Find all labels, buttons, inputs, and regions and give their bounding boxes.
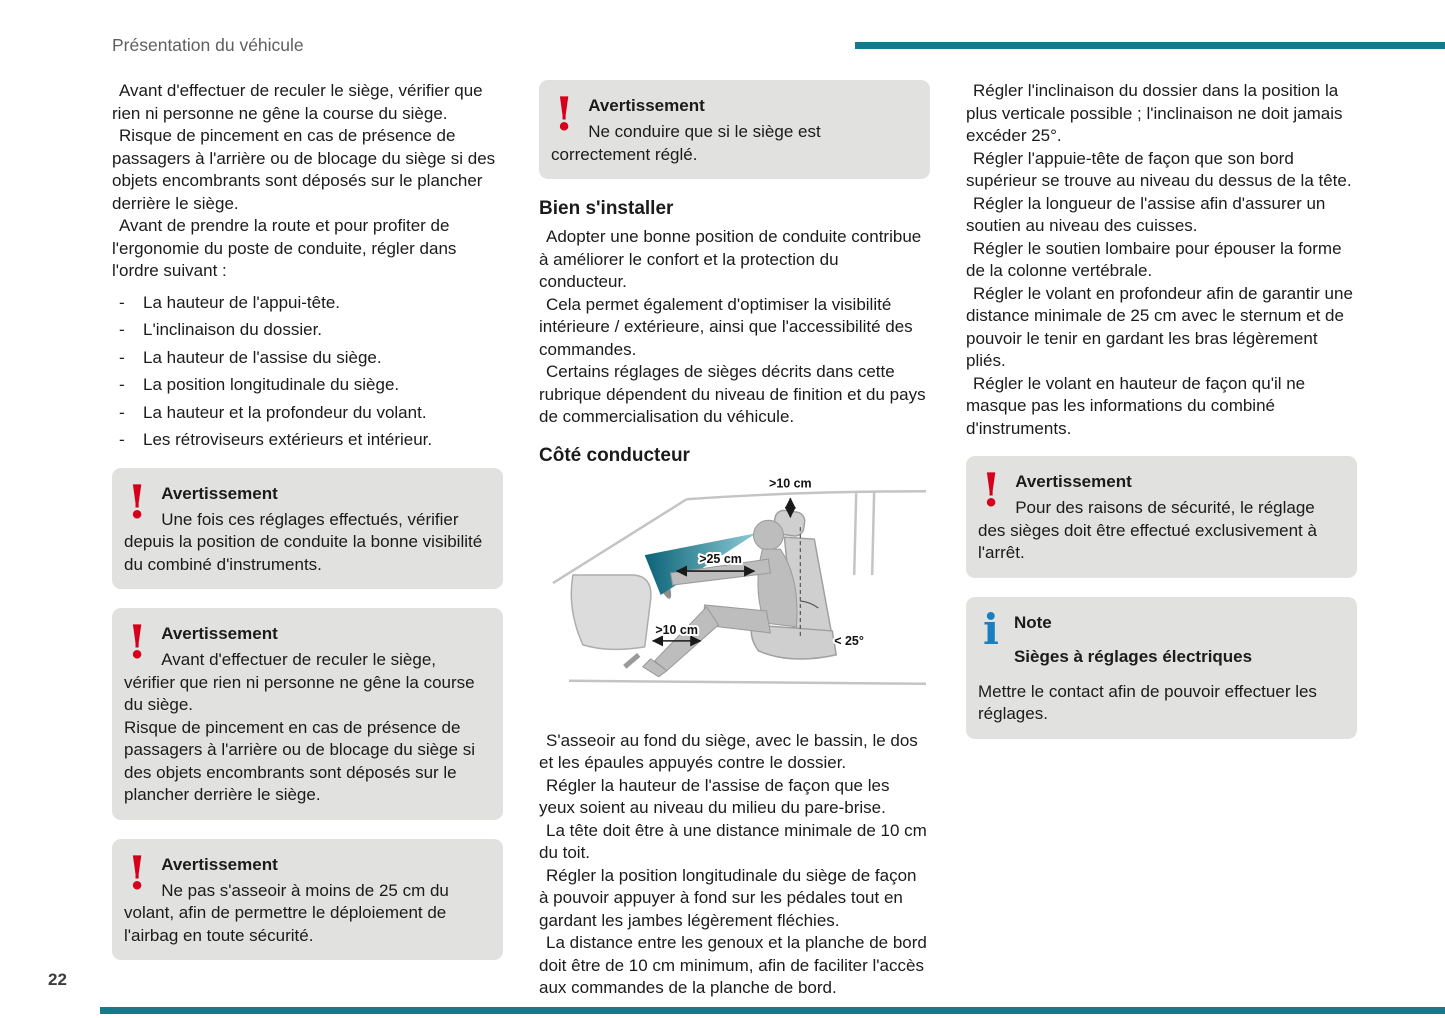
middle-column (539, 80, 930, 1000)
label-knee-dash-distance: >10 cm (655, 622, 698, 637)
header-accent-bar (855, 42, 1445, 49)
warning-box (112, 608, 503, 820)
driving-position-diagram (539, 475, 930, 720)
paragraph: Régler le volant en hauteur de façon qu'il ne masque pas les informations du combiné d'instruments. (966, 373, 1306, 438)
warning-text: Pour des raisons de sécurité, le réglage des sièges doit être effectué exclusivement à l'arrêt. (978, 498, 1317, 562)
paragraph: Régler la position longitudinale du siège de façon à pouvoir appuyer à fond sur les pédales tout en gardant les jambes légèrement fléchies. (539, 865, 917, 930)
paragraph: Régler la longueur de l'assise afin d'assurer un soutien au niveau des cuisses. (966, 193, 1326, 235)
left-column (112, 80, 503, 1000)
paragraph: La tête doit être à une distance minimale de 10 cm du toit. (539, 820, 927, 862)
warning-title: Avertissement (588, 96, 705, 115)
warning-exclamation-icon: ! (981, 463, 1002, 517)
warning-exclamation-icon: ! (127, 474, 148, 529)
content-columns (112, 80, 1357, 1000)
paragraph: Régler le soutien lombaire pour épouser la forme de la colonne vertébrale. (966, 238, 1342, 280)
right-column (966, 80, 1357, 1000)
section-heading-cote-conducteur: Côté conducteur (539, 444, 690, 466)
paragraph: S'asseoir au fond du siège, avec le bassin, le dos et les épaules appuyés contre le dossier. (539, 730, 918, 772)
paragraph: Risque de pincement en cas de présence de passagers à l'arrière ou de blocage du siège si des objets encombrants sont déposés sur le plancher derrière le siège. (112, 126, 496, 213)
list-item: - La position longitudinale du siège. (112, 374, 503, 397)
label-wheel-chest-distance: >25 cm (699, 551, 742, 566)
page-number: 22 (48, 970, 67, 989)
warning-text: Risque de pincement en cas de présence de passagers à l'arrière ou de blocage du siège si des objets encombrants sont déposés sur le plancher derrière le siège. (124, 717, 476, 804)
warning-box (112, 468, 503, 590)
paragraph: La distance entre les genoux et la planche de bord doit être de 10 cm minimum, afin de faciliter l'accès aux commandes de la planche de bord. (539, 933, 927, 997)
paragraph: Certains réglages de sièges décrits dans cette rubrique dépendent du niveau de finition et du pays de commercialisation du véhicule. (539, 362, 926, 426)
note-text: Mettre le contact afin de pouvoir effectuer les réglages. (978, 681, 1317, 723)
page-header-title: Présentation du véhicule (112, 35, 304, 55)
label-head-roof-distance: >10 cm (769, 475, 812, 490)
note-info-icon: i (983, 604, 999, 654)
label-backrest-angle: < 25° (834, 633, 864, 648)
warning-text: Ne conduire que si le siège est correctement réglé. (551, 122, 821, 164)
warning-box (112, 839, 503, 961)
paragraph: Régler le volant en profondeur afin de garantir une distance minimale de 25 cm avec le sternum et de pouvoir le tenir en gardant les bras légèrement pliés. (966, 283, 1353, 370)
adjustment-order-list (112, 292, 503, 452)
dashboard-shape (571, 575, 651, 649)
pedal-shape (625, 654, 639, 666)
warning-text: Une fois ces réglages effectués, vérifier depuis la position de conduite la bonne visibilité du combiné d'instruments. (124, 509, 483, 574)
warning-title: Avertissement (161, 854, 278, 874)
warning-text: Avant d'effectuer de reculer le siège, vérifier que rien ni personne ne gêne la course du siège. (124, 650, 475, 714)
warning-title: Avertissement (161, 483, 278, 503)
note-title: Note (1013, 612, 1052, 632)
section-heading-bien-sinstaller: Bien s'installer (539, 198, 674, 219)
list-item: - L'inclinaison du dossier. (112, 319, 503, 342)
list-item: - Les rétroviseurs extérieurs et intérieur. (112, 429, 503, 452)
warning-box (539, 80, 930, 179)
warning-exclamation-icon: ! (127, 845, 148, 900)
paragraph: Régler l'inclinaison du dossier dans la position la plus verticale possible ; l'inclinaison ne doit jamais excéder 25°. (966, 81, 1343, 145)
footer-accent-bar (100, 1007, 1445, 1014)
warning-exclamation-icon: ! (127, 615, 148, 669)
warning-exclamation-icon: ! (554, 87, 575, 141)
paragraph: Régler l'appuie-tête de façon que son bord supérieur se trouve au niveau du dessus de la tête. (966, 148, 1352, 190)
warning-box (966, 456, 1357, 578)
paragraph: Cela permet également d'optimiser la visibilité intérieure / extérieure, ainsi que l'accessibilité des commandes. (539, 294, 913, 359)
list-item: - La hauteur de l'assise du siège. (112, 347, 503, 370)
paragraph: Adopter une bonne position de conduite contribue à améliorer le confort et la protection du conducteur. (539, 227, 922, 291)
paragraph: Avant de prendre la route et pour profiter de l'ergonomie du poste de conduite, régler dans l'ordre suivant : (112, 216, 457, 280)
note-box (966, 597, 1357, 739)
paragraph: Avant d'effectuer de reculer le siège, vérifier que rien ni personne ne gêne la course du siège. (112, 81, 483, 123)
list-item: - La hauteur et la profondeur du volant. (112, 402, 503, 425)
warning-text: Ne pas s'asseoir à moins de 25 cm du volant, afin de permettre le déploiement de l'airbag en toute sécurité. (124, 880, 449, 945)
warning-title: Avertissement (161, 624, 278, 643)
note-subtitle: Sièges à réglages électriques (1013, 646, 1253, 666)
warning-title: Avertissement (1015, 472, 1132, 491)
paragraph: Régler la hauteur de l'assise de façon que les yeux soient au niveau du milieu du pare-brise. (539, 775, 890, 817)
list-item: - La hauteur de l'appui-tête. (112, 292, 503, 315)
